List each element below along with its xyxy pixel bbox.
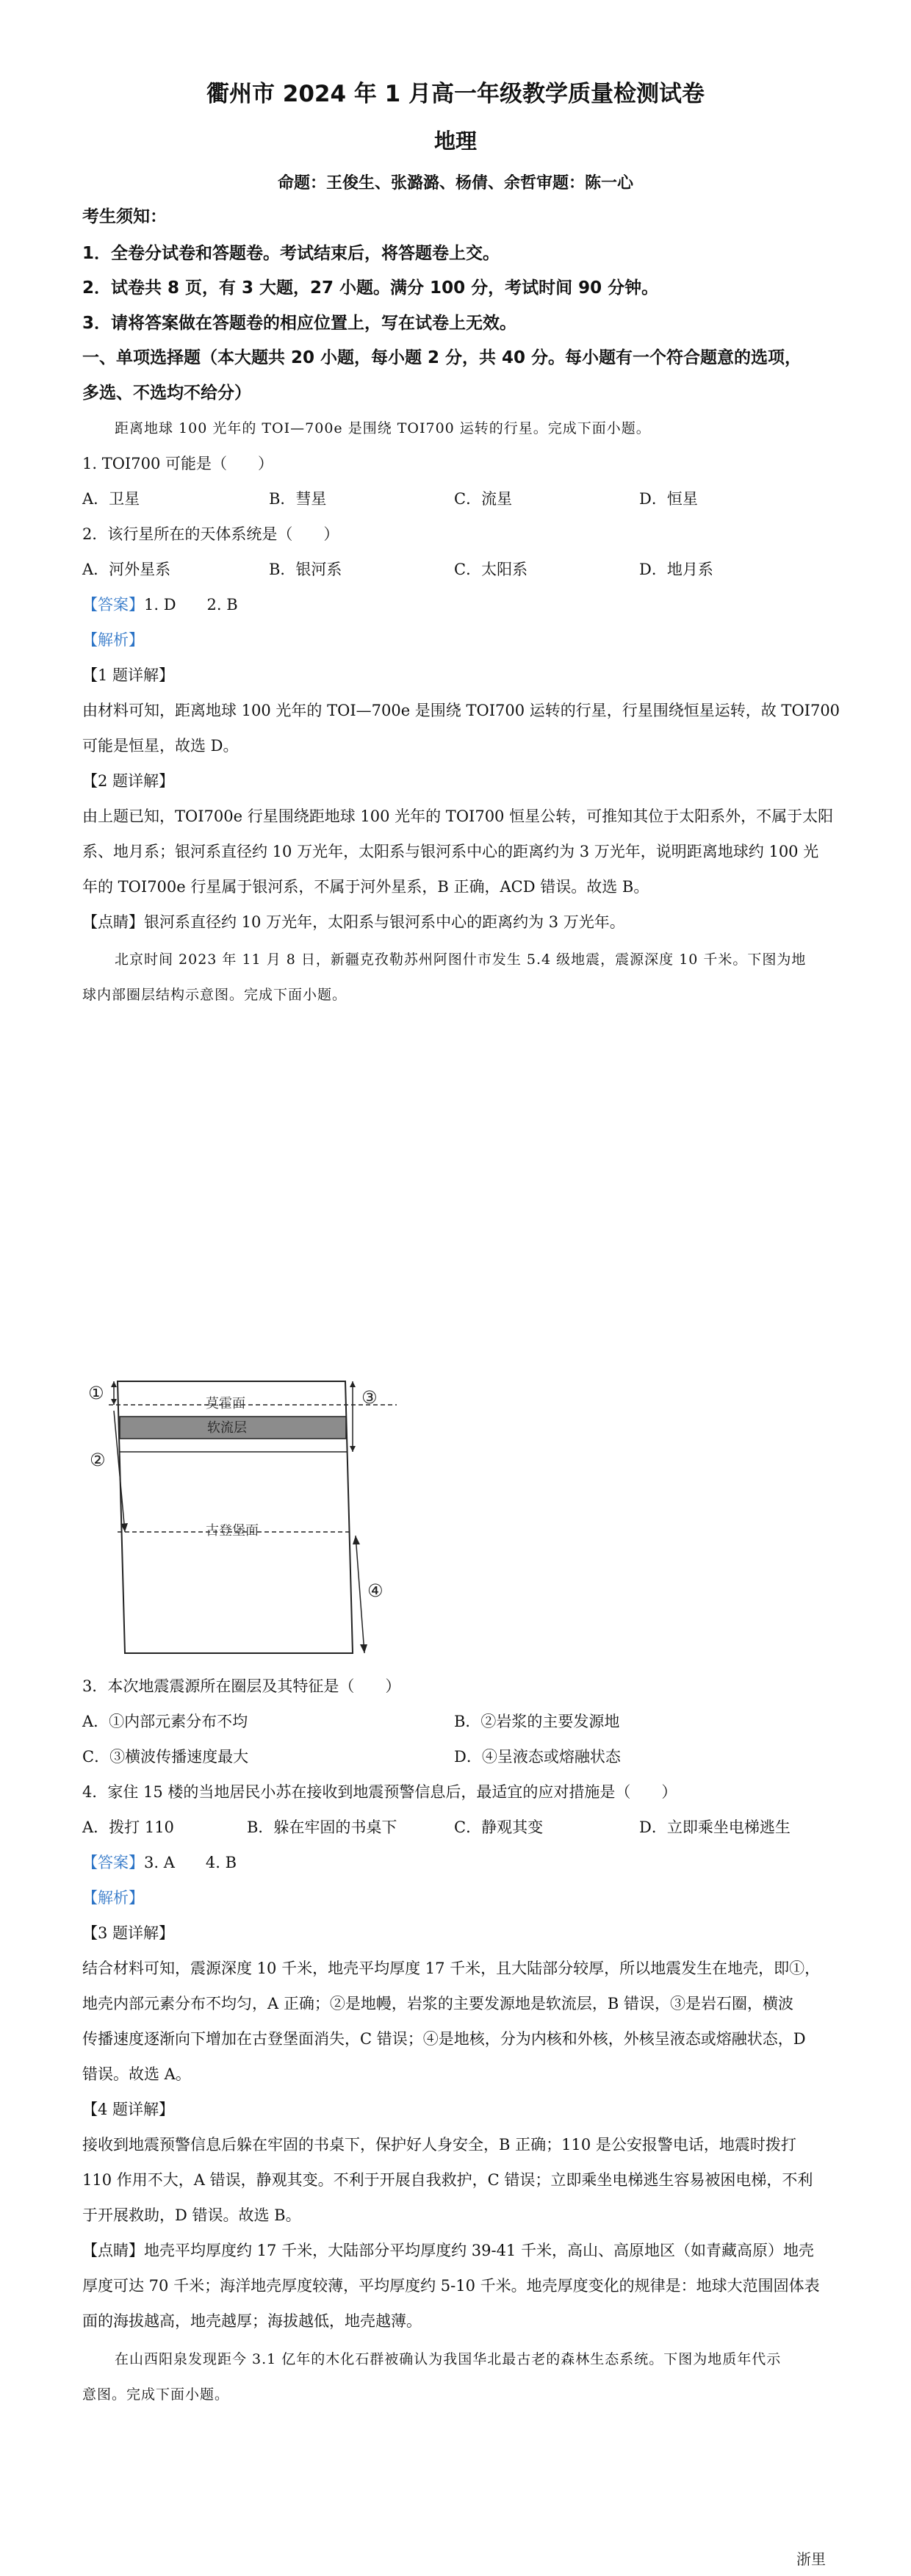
tip-label: 【点睛】 [82, 913, 144, 931]
earth-interior-diagram [73, 1367, 419, 1661]
option-b: B．②岩浆的主要发源地 [454, 1713, 620, 1730]
option-a: A．拨打 110 [82, 1818, 174, 1836]
option-d: D．立即乘坐电梯逃生 [639, 1818, 791, 1836]
option-c: C．流星 [454, 490, 513, 508]
detail-text: 于开展救助，D 错误。故选 B。 [82, 2206, 301, 2224]
detail-text: 错误。故选 A。 [82, 2065, 191, 2083]
option-d: D．④呈液态或熔融状态 [454, 1748, 621, 1766]
marker-4: ④ [367, 1580, 384, 1601]
notice-heading: 考生须知： [82, 207, 167, 226]
option-a: A．河外星系 [82, 561, 171, 578]
material-intro: 北京时间 2023 年 11 月 8 日，新疆克孜勒苏州阿图什市发生 5.4 级地震，震源深度 10 千米。下图为地 [115, 951, 807, 968]
detail-label-3: 【3 题详解】 [82, 1924, 175, 1942]
option-c: C．静观其变 [454, 1818, 544, 1836]
detail-label-2: 【2 题详解】 [82, 772, 175, 790]
option-a: A．卫星 [82, 490, 140, 508]
option-c: C．③横波传播速度最大 [82, 1748, 249, 1766]
asthenosphere-label: 软流层 [207, 1420, 247, 1436]
option-d: D．地月系 [639, 561, 713, 578]
exam-title: 衢州市 2024 年 1 月高一年级教学质量检测试卷 [206, 81, 705, 107]
question-stem-4: 4．家住 15 楼的当地居民小苏在接收到地震预警信息后，最适宜的应对措施是（ ） [82, 1783, 677, 1801]
tip-line [82, 911, 625, 933]
analysis-label: 【解析】 [82, 631, 144, 649]
detail-text: 可能是恒星，故选 D。 [82, 737, 239, 755]
footer-corner-text: 浙里 [796, 2550, 826, 2568]
tip-text: 地壳平均厚度约 17 千米，大陆部分平均厚度约 39-41 千米，高山、高原地区（如青藏高原）地壳 [144, 2242, 814, 2259]
subject-title: 地理 [433, 129, 477, 154]
option-b: B．彗星 [269, 490, 327, 508]
material-intro: 在山西阳泉发现距今 3.1 亿年的木化石群被确认为我国华北最古老的森林生态系统。下图为地质年代示 [115, 2351, 782, 2367]
detail-text: 结合材料可知，震源深度 10 千米，地壳平均厚度 17 千米，且大陆部分较厚，所以地震发生在地壳，即①， [82, 1960, 821, 1977]
detail-label-4: 【4 题详解】 [82, 2101, 175, 2118]
option-b: B．银河系 [269, 561, 342, 578]
section-heading: 一、单项选择题（本大题共 20 小题，每小题 2 分，共 40 分。每小题有一个符合题意的选项， [82, 348, 802, 367]
option-d: D．恒星 [639, 490, 698, 508]
material-intro-cont: 球内部圈层结构示意图。完成下面小题。 [82, 987, 348, 1003]
material-intro: 距离地球 100 光年的 TOI—700e 是围绕 TOI700 运转的行星。完成下面小题。 [115, 420, 651, 436]
tip-label: 【点睛】 [82, 2242, 144, 2259]
authors-line: 命题：王俊生、张潞潞、杨倩、余哲审题：陈一心 [277, 174, 633, 193]
option-a: A．①内部元素分布不均 [82, 1713, 248, 1730]
question-stem-3: 3．本次地震震源所在圈层及其特征是（ ） [82, 1677, 401, 1695]
option-c: C．太阳系 [454, 561, 528, 578]
detail-text: 传播速度逐渐向下增加在古登堡面消失，C 错误；④是地核，分为内核和外核，外核呈液态或熔融状态，D [82, 2030, 806, 2048]
detail-label-1: 【1 题详解】 [82, 666, 175, 684]
detail-text: 系、地月系；银河系直径约 10 万光年，太阳系与银河系中心的距离约为 3 万光年，说明距离地球约 100 光 [82, 843, 819, 860]
bracket-4 [356, 1536, 364, 1653]
detail-text: 由材料可知，距离地球 100 光年的 TOI—700e 是围绕 TOI700 运转的行星，行星围绕恒星运转，故 TOI700 [82, 702, 840, 719]
answer-line [82, 594, 238, 616]
tip-text: 厚度可达 70 千米；海洋地壳厚度较薄，平均厚度约 5-10 千米。地壳厚度变化的规律是：地球大范围固体表 [82, 2277, 820, 2295]
notice-item: 2．试卷共 8 页，有 3 大题，27 小题。满分 100 分，考试时间 90 分钟。 [82, 278, 659, 298]
question-stem-2: 2．该行星所在的天体系统是（ ） [82, 525, 339, 543]
detail-text: 110 作用不大，A 错误，静观其变。不利于开展自我救护，C 错误；立即乘坐电梯逃生容易被困电梯，不利 [82, 2171, 813, 2189]
section-heading-cont: 多选、不选均不给分） [82, 384, 251, 403]
detail-text: 接收到地震预警信息后躲在牢固的书桌下，保护好人身安全，B 正确；110 是公安报警电话，地震时拨打 [82, 2136, 796, 2154]
marker-2: ② [90, 1450, 106, 1470]
detail-text: 地壳内部元素分布不均匀，A 正确；②是地幔，岩浆的主要发源地是软流层，B 错误，③是岩石圈，横波 [82, 1995, 793, 2012]
tip-text: 银河系直径约 10 万光年，太阳系与银河系中心的距离约为 3 万光年。 [144, 913, 625, 931]
marker-3: ③ [361, 1387, 378, 1408]
notice-item: 1．全卷分试卷和答题卷。考试结束后，将答题卷上交。 [82, 244, 500, 263]
answer-text: 3. A 4. B [144, 1854, 237, 1871]
notice-item: 3．请将答案做在答题卷的相应位置上，写在试卷上无效。 [82, 314, 517, 333]
tip-line [82, 2239, 814, 2262]
question-stem-1: 1. TOI700 可能是（ ） [82, 455, 273, 472]
moho-label: 莫霍面 [206, 1396, 245, 1411]
detail-text: 年的 TOI700e 行星属于银河系，不属于河外星系，B 正确，ACD 错误。故选 B。 [82, 878, 649, 896]
answer-label: 【答案】 [82, 596, 144, 614]
material-intro-cont: 意图。完成下面小题。 [82, 2386, 230, 2403]
answer-line [82, 1852, 237, 1874]
tip-text: 面的海拔越高，地壳越厚；海拔越低，地壳越薄。 [82, 2312, 422, 2330]
analysis-label: 【解析】 [82, 1889, 144, 1907]
gutenberg-label: 古登堡面 [206, 1523, 259, 1539]
answer-text: 1. D 2. B [144, 596, 238, 614]
marker-1: ① [88, 1383, 104, 1403]
answer-label: 【答案】 [82, 1854, 144, 1871]
option-b: B．躲在牢固的书桌下 [247, 1818, 397, 1836]
detail-text: 由上题已知，TOI700e 行星围绕距地球 100 光年的 TOI700 恒星公转，可推知其位于太阳系外，不属于太阳 [82, 807, 834, 825]
